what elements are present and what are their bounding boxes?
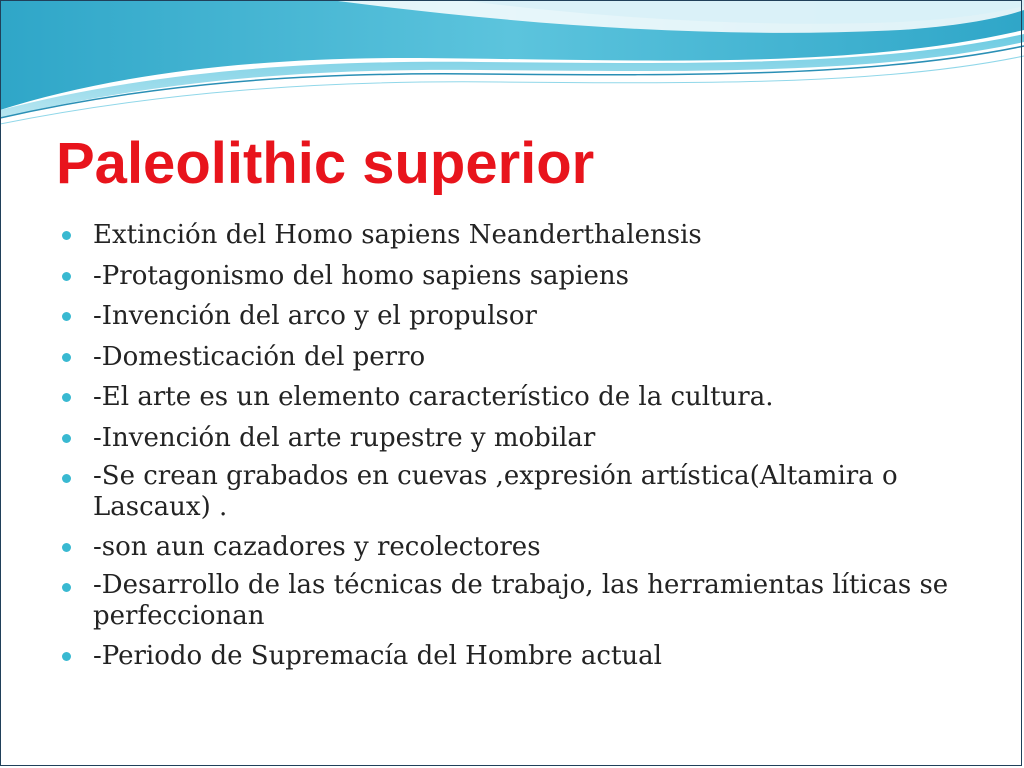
bullet-list: [62, 218, 962, 679]
list-item: [62, 380, 962, 414]
bullet-text: -El arte es un elemento característico de la cultura.: [93, 382, 774, 412]
list-item: [62, 639, 962, 673]
bullet-text: -Protagonismo del homo sapiens sapiens: [93, 260, 629, 291]
list-item: [62, 340, 962, 374]
bullet-text: -Desarrollo de las técnicas de trabajo, las herramientas líticas se perfeccionan: [93, 570, 949, 631]
filled-circle-bullet-icon: [62, 474, 71, 483]
bullet-text: -Invención del arco y el propulsor: [93, 301, 537, 331]
bullet-text: -Invención del arte rupestre y mobilar: [93, 422, 596, 453]
filled-circle-bullet-icon: [62, 312, 71, 321]
filled-circle-bullet-icon: [62, 231, 71, 240]
list-item: [62, 259, 962, 293]
filled-circle-bullet-icon: [62, 272, 71, 281]
bullet-text: -Periodo de Supremacía del Hombre actual: [93, 640, 662, 671]
list-item: [62, 218, 962, 252]
bullet-text: -Domesticación del perro: [93, 341, 426, 372]
filled-circle-bullet-icon: [62, 393, 71, 402]
list-item: [62, 530, 962, 564]
list-item: [62, 299, 962, 333]
bullet-text: -Se crean grabados en cuevas ,expresión artística(Altamira o Lascaux) .: [93, 461, 898, 522]
filled-circle-bullet-icon: [62, 543, 71, 552]
bullet-text: -son aun cazadores y recolectores: [93, 531, 541, 562]
slide-title: Paleolithic superior: [56, 131, 595, 196]
list-item: [62, 570, 962, 632]
filled-circle-bullet-icon: [62, 434, 71, 443]
filled-circle-bullet-icon: [62, 652, 71, 661]
list-item: [62, 421, 962, 455]
list-item: [62, 461, 962, 523]
bullet-text: Extinción del Homo sapiens Neanderthalensis: [93, 220, 702, 250]
filled-circle-bullet-icon: [62, 353, 71, 362]
filled-circle-bullet-icon: [62, 583, 71, 592]
wave-banner-graphic: [0, 0, 1024, 130]
